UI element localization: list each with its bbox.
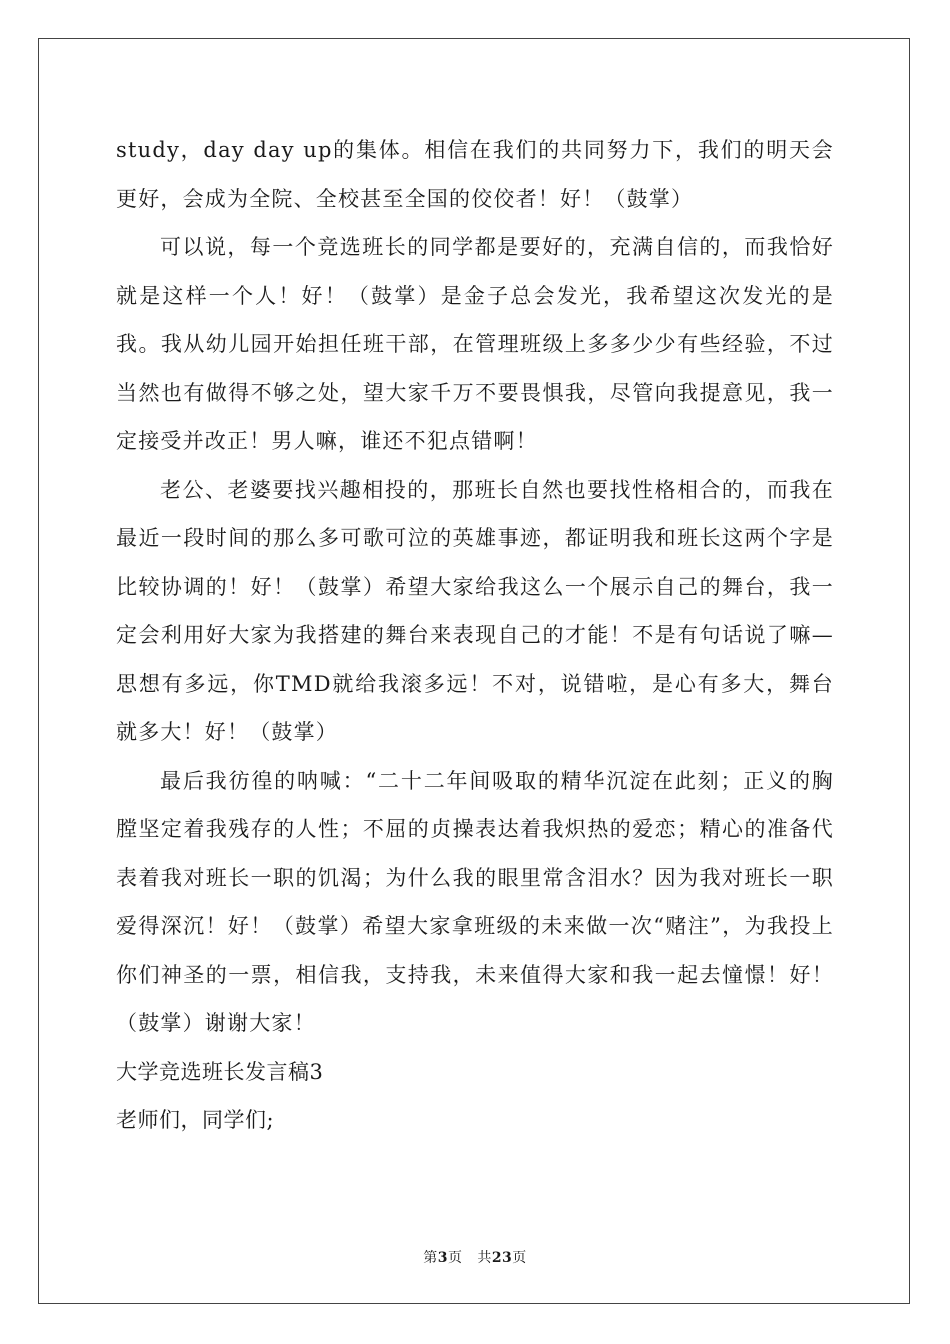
document-body <box>116 126 834 1145</box>
total-suffix: 页 <box>512 1250 527 1266</box>
paragraph-1: study，day day up的集体。相信在我们的共同努力下，我们的明天会更好，会成为全院、全校甚至全国的佼佼者！好！（鼓掌） <box>116 138 834 211</box>
page-prefix: 第 <box>423 1250 438 1266</box>
total-pages-number: 23 <box>491 1250 513 1266</box>
paragraph-4: 最后我彷徨的呐喊：“二十二年间吸取的精华沉淀在此刻；正义的胸膛坚定着我残存的人性；不屈的贞操表达着我炽热的爱恋；精心的准备代表着我对班长一职的饥渴；为什么我的眼里常含泪水？因为我对班长一职爱得深沉！好！（鼓掌）希望大家拿班级的未来做一次“赌注”，为我投上你们神圣的一票，相信我，支持我，未来值得大家和我一起去憧憬！好！（鼓掌）谢谢大家！ <box>116 768 834 1035</box>
page-footer <box>0 1247 950 1267</box>
paragraph-2: 可以说，每一个竞选班长的同学都是要好的，充满自信的，而我恰好就是这样一个人！好！（鼓掌）是金子总会发光，我希望这次发光的是我。我从幼儿园开始担任班干部，在管理班级上多多少少有些经验，不过当然也有做得不够之处，望大家千万不要畏惧我，尽管向我提意见，我一定接受并改正！男人嘛，谁还不犯点错啊！ <box>116 235 834 453</box>
greeting: 老师们，同学们; <box>116 1108 275 1132</box>
section-title: 大学竞选班长发言稿3 <box>116 1059 324 1084</box>
page-suffix: 页 <box>447 1250 463 1266</box>
paragraph-3: 老公、老婆要找兴趣相投的，那班长自然也要找性格相合的，而我在最近一段时间的那么多可歌可泣的英雄事迹，都证明我和班长这两个字是比较协调的！好！（鼓掌）希望大家给我这么一个展示自己的舞台，我一定会利用好大家为我搭建的舞台来表现自己的才能！不是有句话说了嘛—思想有多远，你TMD就给我滚多远！不对，说错啦，是心有多大，舞台就多大！好！（鼓掌） <box>116 477 834 744</box>
current-page-number: 3 <box>437 1250 448 1266</box>
total-prefix: 共 <box>477 1250 492 1266</box>
